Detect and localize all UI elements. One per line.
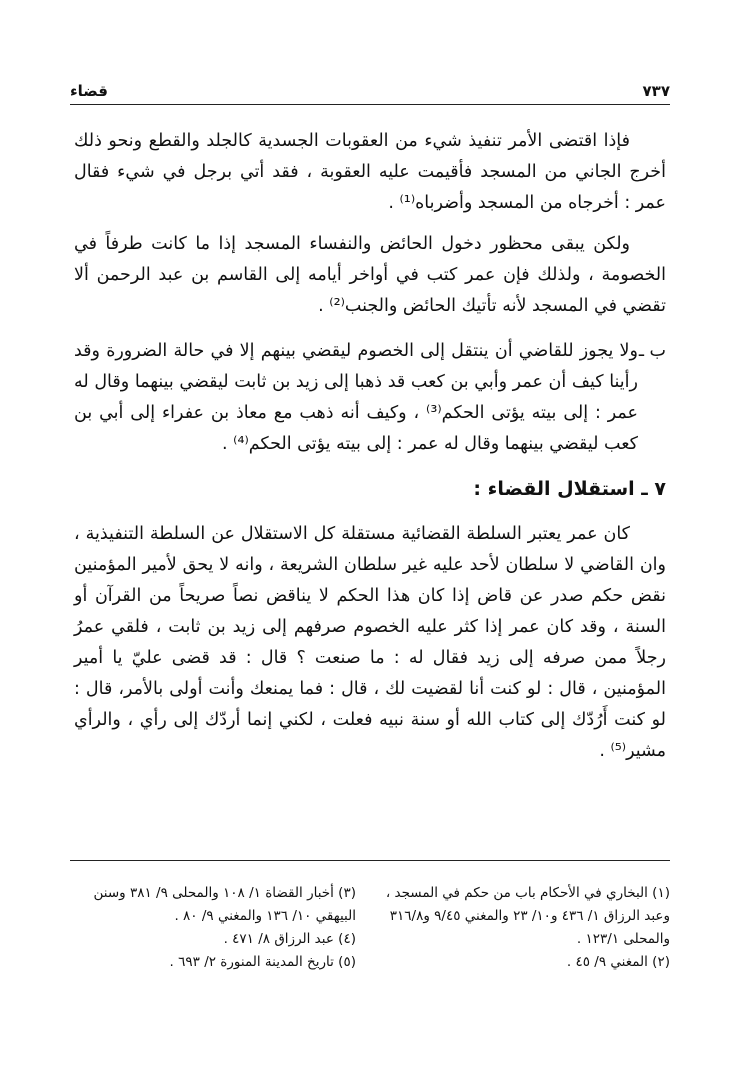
paragraph-menstruating-women: ولكن يبقى محظور دخول الحائض والنفساء المسجد إذا ما كانت طرفاً في الخصومة ، ولذلك فإن عمر كتب في أواخر أيامه إلى القاسم بن عبد الرحمن ألا تقضي في المسجد لأنه تأتيك الحائض والجنب⁽²⁾ .	[74, 234, 666, 316]
paragraph-punishment: فإذا اقتضى الأمر تنفيذ شيء من العقوبات الجسدية كالجلد والقطع ونحو ذلك أخرج الجاني من المسجد فأقيمت عليه العقوبة ، فقد أتي برجل في شيء فقال عمر : أخرجاه من المسجد وأضرباه⁽¹⁾ .	[74, 131, 666, 213]
footnote-4: (٤) عبد الرزاق ٨/ ٤٧١ .	[223, 931, 356, 947]
running-title: قضاء	[70, 82, 108, 100]
list-item-b	[74, 336, 666, 460]
list-marker: ب ـ	[638, 341, 666, 361]
page-number: ٧٣٧	[642, 82, 670, 100]
footnotes-right-column	[384, 882, 670, 974]
header-divider	[70, 104, 670, 105]
section-heading: ٧ ـ استقلال القضاء :	[473, 478, 666, 500]
footnotes	[70, 882, 670, 974]
main-text	[74, 126, 666, 767]
footnotes-left-column	[70, 882, 356, 974]
footnote-3: (٣) أخبار القضاة ١/ ١٠٨ والمحلى ٩/ ٣٨١ وسنن البيهقي ١٠/ ١٣٦ والمغني ٩/ ٨٠ .	[93, 885, 356, 924]
paragraph-judicial-independence: كان عمر يعتبر السلطة القضائية مستقلة كل الاستقلال عن السلطة التنفيذية ، وان القاضي لا سلطان لأحد عليه غير سلطان الشريعة ، وانه لا يحق لأمير المؤمنين نقض حكم صدر عن قاض إذا كان هذا الحكم لا يناقض نصاً صريحاً من القرآن أو السنة ، وقد كان عمر إذا كثر عليه الخصوم صرفهم إلى زيد بن ثابت ، فلقي عمرُ رجلاً ممن صرفه إلى زيد فقال له : ما صنعت ؟ قال : قد قضى عليّ يا أمير المؤمنين ، قال : لو كنت أنا لقضيت لك ، قال : فما يمنعك وأنت أولى بالأمر، قال : لو كنت أَرُدّك إلى كتاب الله أو سنة نبيه فعلت ، لكني إنما أردّك إلى رأي ، والرأي مشير⁽⁵⁾ .	[74, 524, 666, 761]
footnote-2: (٢) المغني ٩/ ٤٥ .	[566, 954, 670, 970]
footnote-1: (١) البخاري في الأحكام باب من حكم في المسجد ، وعبد الرزاق ١/ ٤٣٦ و١٠/ ٢٣ والمغني ٩/٤٥ و٣١٦/٨ والمحلى ١٢٣/١ .	[385, 885, 670, 947]
footnote-divider	[70, 860, 670, 861]
footnote-5: (٥) تاريخ المدينة المنورة ٢/ ٦٩٣ .	[169, 954, 356, 970]
page-header	[70, 78, 670, 100]
list-item-text: ولا يجوز للقاضي أن ينتقل إلى الخصوم ليقضي بينهم إلا في حالة الضرورة وقد رأينا كيف أن عمر وأبي بن كعب قد ذهبا إلى زيد بن ثابت ليقضي بينهما وقال له عمر : إلى بيته يؤتى الحكم⁽³⁾ ، وكيف أنه ذهب مع معاذ بن عفراء إلى أبي بن كعب ليقضي بينهما وقال له عمر : إلى بيته يؤتى الحكم⁽⁴⁾ .	[74, 341, 638, 454]
